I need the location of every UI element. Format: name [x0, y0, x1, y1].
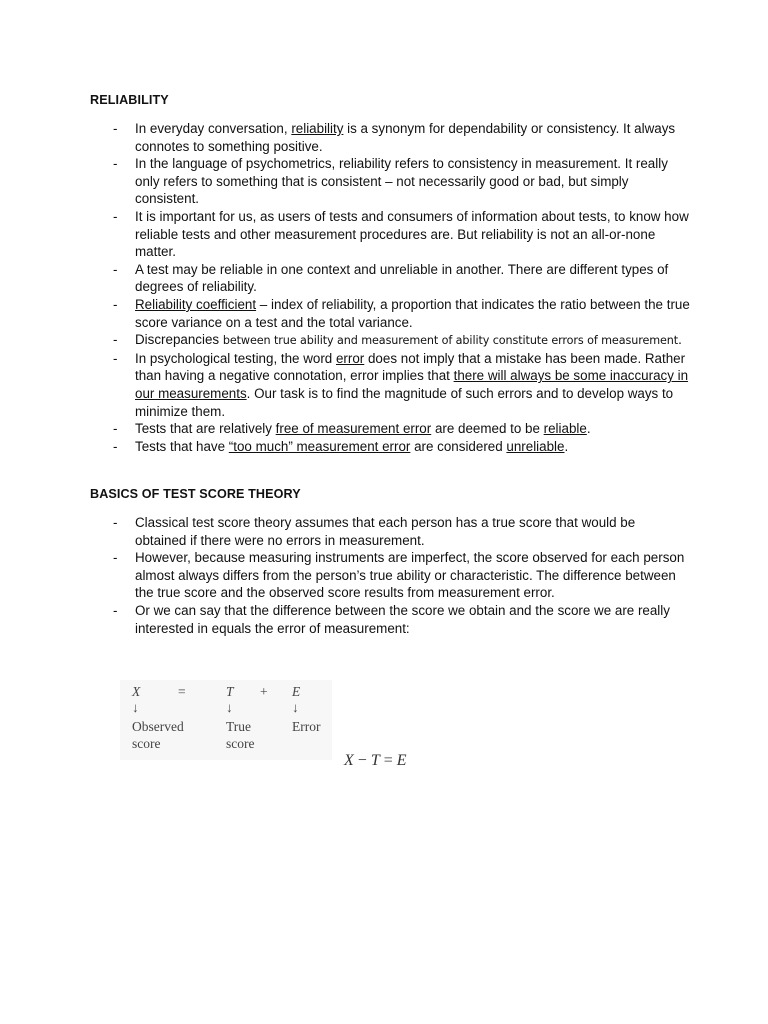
bullet-dash: -	[113, 156, 118, 172]
underlined-term: unreliable	[506, 438, 565, 454]
list-item-text: In psychological testing, the word	[135, 350, 336, 366]
reliability-bullet-list	[90, 120, 690, 455]
bullet-dash: -	[113, 515, 118, 530]
error-label: Error	[292, 719, 321, 734]
list-item-text: It is important for us, as users of tests and consumers of information about tests, to know how reliable tests and other measurement procedures are. But reliability is not an all-or-none matter.	[135, 208, 689, 260]
list-item-text: . Our task is to find the magnitude of such errors and to develop ways to minimize them.	[135, 385, 674, 419]
section-heading-test-score-theory: BASICS OF TEST SCORE THEORY	[90, 487, 301, 501]
list-item-text: are deemed to be	[431, 421, 544, 437]
list-item-text: is a synonym for dependability or consistency. It always connotes to something positive.	[135, 121, 676, 154]
list-item-text: In everyday conversation,	[135, 121, 292, 136]
equation-x: X	[344, 752, 354, 769]
list-item-text: Classical test score theory assumes that each person has a true score that would be obtained if there were no errors in measurement.	[135, 515, 636, 548]
bullet-dash: -	[113, 296, 118, 312]
list-item	[90, 261, 690, 296]
bullet-dash: -	[113, 550, 118, 566]
true-score-variable: T	[226, 684, 234, 699]
bullet-dash: -	[113, 332, 118, 348]
formula-figure	[120, 680, 332, 760]
list-item	[90, 296, 690, 331]
list-item-text: between true ability and measurement of ability constitute errors of measurement	[222, 334, 679, 348]
list-item-text: Discrepancies	[135, 332, 223, 348]
list-item-text: .	[586, 421, 591, 437]
list-item	[90, 350, 690, 420]
list-item-text: – index of reliability, a proportion that indicates the ratio between the true score variance on a test and the total variance.	[135, 296, 690, 330]
observed-arrow-icon: ↓	[132, 700, 139, 715]
error-variable: E	[292, 684, 301, 699]
underlined-term: reliable	[543, 421, 587, 437]
list-item-text: However, because measuring instruments are imperfect, the score observed for each person almost always differs from the person’s true ability or characteristic. The difference between the true score and the observed score results from measurement error.	[135, 550, 685, 601]
error-arrow-icon: ↓	[292, 700, 299, 715]
equation-t: T	[370, 752, 380, 769]
underlined-term: there will always be some inaccuracy in our measurements	[135, 368, 689, 401]
list-item	[90, 438, 690, 456]
list-item	[90, 331, 690, 350]
bullet-dash: -	[113, 438, 118, 454]
list-item-text: Tests that have	[135, 438, 229, 454]
equation-e: E	[396, 752, 407, 769]
true-label-line1: True	[226, 719, 252, 734]
test-score-theory-bullet-list	[90, 514, 690, 637]
observed-label-line2: score	[132, 736, 161, 751]
bullet-dash: -	[113, 208, 118, 224]
list-item-text: In the language of psychometrics, reliability refers to consistency in measurement. It really only refers to something that is consistent – not necessarily good or bad, but simply consistent.	[135, 156, 668, 207]
list-item	[90, 120, 690, 155]
list-item-text: A test may be reliable in one context and unreliable in another. There are different types of degrees of reliability.	[135, 261, 669, 295]
error-equation	[344, 752, 407, 770]
list-item-text: .	[678, 332, 682, 348]
observed-label-line1: Observed	[132, 719, 184, 734]
list-item-text: Or we can say that the difference between the score we obtain and the score we are really interested in equals the error of measurement:	[135, 602, 670, 636]
list-item	[90, 155, 690, 208]
list-item-text: Tests that are relatively	[135, 421, 276, 437]
equation-equals: =	[383, 752, 393, 769]
underlined-term: free of measurement error	[275, 421, 432, 437]
observed-score-variable: X	[132, 684, 141, 699]
true-label-line2: score	[226, 736, 255, 751]
list-item	[90, 420, 690, 438]
underlined-term: error	[335, 350, 365, 366]
bullet-dash: -	[113, 261, 118, 277]
section-heading-reliability: RELIABILITY	[90, 93, 169, 107]
list-item	[90, 602, 690, 637]
bullet-dash: -	[113, 602, 118, 618]
list-item	[90, 514, 690, 549]
underlined-term: reliability	[291, 121, 344, 136]
underlined-term: Reliability coefficient	[135, 296, 257, 312]
list-item-text: .	[564, 438, 569, 454]
plus-sign: +	[260, 684, 268, 699]
bullet-dash: -	[113, 121, 118, 136]
list-item	[90, 549, 690, 602]
bullet-dash: -	[113, 350, 118, 366]
list-item	[90, 208, 690, 261]
list-item-text: are considered	[410, 438, 507, 454]
bullet-dash: -	[113, 421, 118, 437]
list-item-text: does not imply that a mistake has been made. Rather than having a negative connotation, error implies that	[135, 350, 686, 384]
true-arrow-icon: ↓	[226, 700, 233, 715]
equals-sign: =	[178, 684, 186, 699]
underlined-term: “too much” measurement error	[228, 438, 411, 454]
equation-minus: −	[357, 752, 367, 769]
